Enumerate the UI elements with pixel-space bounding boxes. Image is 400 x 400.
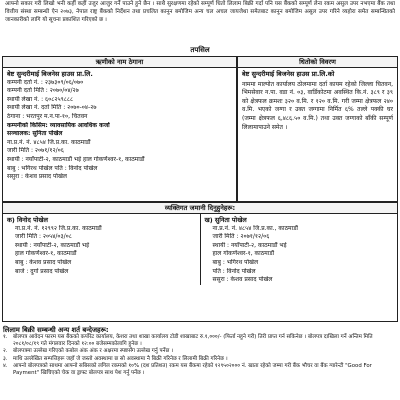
intro-paragraph: आफ्नो सकार गरी लिखो भनी कर्ही कहीं उजुर आजुर गर्ने पाउने हुने छैन । साथै सुरक्षणमा रहेको सम्पूर्ण धितो लिलाम बिक्री गर्दा पनि यस बैंकको सम्पूर्ण लेना रकम असुल उपर नभएमा बैंक तथा वित्तीय संस्था सम्बन्धी ऐन २०७३, नेपाल राष्ट्र बैंकको निर्देशन तथा प्रचलित कानून बमोजिम अन्य चल अचल जायजेथा समेतबाट कानून बमोजिम असुल उपर गरिने व्यहोरा समेत सम्बन्धितको जानकारीको लागि यो सूचना प्रकाशित गरिएको छ ।	[5, 1, 395, 23]
term-item	[3, 356, 397, 363]
borrower-company: बेष्ट सुन्दरीमाई बिजनेस हाउस प्रा.लि.	[7, 70, 93, 78]
borrower-line: कम्पनी दर्ता मिति : २०७०/०४/२७	[7, 87, 79, 95]
term-number: १.	[3, 334, 8, 340]
terms-heading: लिलाम बिक्री सम्बन्धी अन्य शर्त बन्देजहरू:	[3, 326, 109, 334]
guarantor-line: ना.प्र.नं. नं. १२९९२ जि.प्र.का. काठमाडौं	[15, 224, 102, 232]
table-heading: तपसिल	[190, 46, 210, 54]
term-text: माथि उल्लेखित सम्पत्तिहरू जहाँ जे जस्तो अवस्थामा छ सो अवस्थामा नै बिक्री गरिनेछ र लिलामी बिक्री गरिनेछ ।	[13, 355, 228, 362]
guardian-line: ना.प्र.नं. नं. ४८५४ जि.प्र.का. काठमाडौं	[7, 138, 91, 146]
guardian-line: बाबु : भगिरथ पोखेल पति : विनोद पोखेल	[7, 164, 98, 172]
guarantor-line: हाल गोकर्णेश्वर-१, काठमाडौं	[212, 250, 275, 258]
borrower-guardian: सञ्चालक: सुनिता पोखेल	[7, 130, 63, 138]
borrower-nature: कम्पनीको किसिम: व्यावसायिक आवधिक कर्जा	[7, 121, 110, 129]
term-text: बोलपत्र आवेदन फारम यस बैंकको कर्पोरेट कार्यालय, केशरा तथा शाखा कार्यालय टोडी शाखाबाट रु.१,०००/- (फिर्ता नहुने गरी) तिरी प्राप्त गर्न सकिनेछ । बोलपत्र दाखिला गर्ने अन्तिम मिति २०८१/०८/१९ गते मंगलवार दिनको १२:०० बजेसम्मकोलागि हुनेछ ।	[13, 334, 373, 348]
guarantor-line: पति : विनोद पोखेल	[212, 267, 256, 275]
guarantor-line: बाजे : दुर्गा प्रसाद पोखेल	[15, 267, 69, 275]
borrower-line: स्थायी लेखा नं. : ६०८२५९८८८	[7, 95, 74, 103]
guarantor-card	[200, 214, 398, 285]
terms-list	[3, 334, 397, 377]
term-item	[3, 363, 397, 377]
guarantor-line: हाल गोकर्णेश्वर-१, काठमाडौं	[15, 250, 77, 258]
term-number: ४.	[3, 362, 8, 369]
collateral-header: धितोको विवरण	[238, 57, 397, 68]
guardian-line: ससुरा : केशव प्रसाद पोखेल	[7, 173, 67, 181]
term-number: २.	[3, 348, 8, 355]
guarantor-line: बाबु : भगिरथ पोखेल	[212, 258, 259, 266]
guarantor-card	[3, 214, 200, 285]
guarantor-line: स्थायी : नयाँपाटी-२, काठमाडौं भई	[212, 241, 287, 249]
guarantor-heading: व्यक्तिगत जमानी दिनुहुनेहरू:	[3, 203, 397, 214]
collateral-company: बेष्ट सुन्दरीमाई बिजनेस हाउस प्रा.लि.को	[242, 70, 335, 78]
guarantor-line: ससुरा : केशव प्रसाद पोखेल	[212, 276, 273, 284]
term-item	[3, 334, 397, 348]
guardian-line: जारी मिति : २०७१/१२/०६	[7, 147, 64, 155]
guardian-line: स्थायी : नयाँपाटी-२, काठमाडौं भई हाल गोकर्णेश्वर-१, काठमाडौं	[7, 155, 145, 163]
term-text: बोलपत्रमा उल्लेख गरिएको कबोल अंक अंक र अक्षरमा स्पष्टसँग उल्लेख गर्नु पर्नेछ ।	[13, 348, 174, 355]
guarantor-line: जारी मिति : २०५४/०३/०८	[15, 233, 72, 241]
guarantor-name: ख) सुनिता पोखेल	[204, 216, 247, 224]
borrower-box	[2, 56, 237, 202]
borrower-line: ठेगाना : भरतपुर म.न.पा-१०, चितवन	[7, 112, 88, 120]
term-number: ३.	[3, 355, 8, 362]
term-text: आफ्नो बोलपत्रको साथमा आफ्नो सबिसको लगिल रकमको १०% (दश प्रतिशत) रकम यस बैंकमा रहेको १२९५०२००० नं. खाता रहेको जम्मा गरी बैंक भौचर वा बैंक ग्यारेन्टी "Good For Payment" खिचिएको चेक वा ड्राफ्ट बोलपत्र साथ पेश गर्नु पर्नेछ ।	[13, 362, 372, 377]
guarantor-name: क) विनोद पोखेल	[7, 216, 48, 224]
guarantor-box	[2, 202, 398, 322]
guarantor-line: ना.प्र.नं. नं. ४८५४ जि.प्र.का., काठमाडौं	[212, 224, 298, 232]
borrower-header: ऋणीको नाम ठेगाना	[3, 57, 236, 68]
guarantor-line: बाबु : केशव प्रसाद पोखेल	[15, 258, 72, 266]
guarantor-line: जारी मिति : २०७१/१२/०६	[212, 233, 270, 241]
collateral-text: नाममा माल्पोत कार्यालय ठोलमामा दर्ता कायम रहेको जिल्ला चितवन, भिमसेवार न.पा. वडा नं. ०३, वार्डिकोटमा अवस्थित कि.नं. ३८९ र ३९ को क्षेत्रफल क्रमशः ३२० व.मि. र १२० व.मि. गरी जम्मा क्षेत्रफल २४० व.मि. भएको जग्गा र उक्त जग्गामा निर्मित ६% तल्ले पक्की घर (जम्मा क्षेत्रफल ६,४८६.५० व.मि.) तथा उक्त जग्गाको बाँकी सम्पूर्ण लिलामापाउने समेत ।	[242, 80, 393, 131]
guarantor-line: स्थायी : नयाँपाटी-२, काठमाडौं भई	[15, 241, 90, 249]
term-item	[3, 348, 397, 355]
collateral-box	[237, 56, 398, 202]
borrower-line: स्थायी लेखा नं. दर्ता मिति : २०७०-०४-२७	[7, 104, 97, 112]
borrower-line: कम्पनी दर्ता नं. : २३७३०९/०६/०७०	[7, 78, 84, 86]
